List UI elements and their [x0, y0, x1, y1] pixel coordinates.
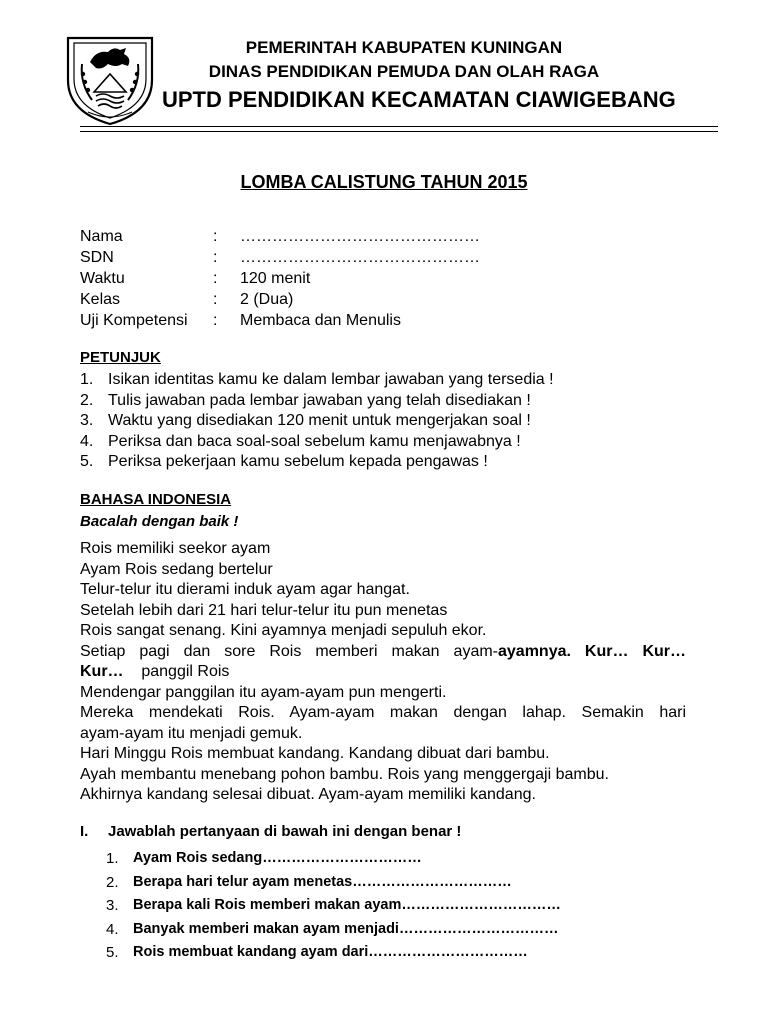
list-number: 3.: [80, 412, 94, 429]
list-number: 4.: [80, 432, 94, 450]
passage-bold-text: Kur…: [80, 663, 124, 680]
passage-text: Setiap pagi dan sore Rois memberi makan ayam-: [80, 642, 498, 660]
passage-line: Setelah lebih dari 21 hari telur-telur itu pun menetas: [80, 601, 448, 619]
question-item: [106, 918, 706, 942]
identity-colon: :: [213, 270, 218, 287]
identity-row-uji-kompetensi: [80, 310, 680, 331]
passage-line: Ayam Rois sedang bertelur: [80, 560, 273, 578]
passage-line: Akhirnya kandang selesai dibuat. Ayam-ayam memiliki kandang.: [80, 786, 536, 803]
identity-value: 120 menit: [240, 270, 311, 287]
bahasa-indonesia-heading: BAHASA INDONESIA: [80, 491, 232, 508]
header-uptd: UPTD PENDIDIKAN KECAMATAN CIAWIGEBANG: [162, 87, 676, 112]
question-number: 3.: [106, 897, 119, 914]
identity-label: Kelas: [80, 291, 121, 308]
identity-label: SDN: [80, 249, 114, 266]
list-number: 5.: [80, 453, 94, 470]
identity-colon: :: [213, 228, 218, 245]
list-number: 2.: [80, 391, 94, 409]
question-number: 5.: [106, 944, 119, 961]
identity-blank: ………………………………………: [240, 228, 480, 245]
identity-blank: ………………………………………: [240, 249, 480, 266]
question-item: [106, 941, 706, 965]
list-item: [80, 432, 700, 453]
list-text: Isikan identitas kamu ke dalam lembar jawaban yang tersedia !: [108, 371, 554, 388]
identity-row-kelas: [80, 289, 680, 310]
passage-line: Rois memiliki seekor ayam: [80, 540, 271, 557]
header-divider-secondary: [80, 131, 718, 132]
header-divider: [80, 126, 718, 127]
question-number: 1.: [106, 850, 119, 867]
identity-colon: :: [213, 291, 218, 308]
passage-line: ayam-ayam itu menjadi gemuk.: [80, 724, 303, 742]
list-text: Tulis jawaban pada lembar jawaban yang telah disediakan !: [108, 391, 531, 409]
passage-line: Mereka mendekati Rois. Ayam-ayam makan dengan lahap. Semakin hari: [80, 704, 686, 721]
petunjuk-heading: PETUNJUK: [80, 349, 161, 366]
section-roman-numeral: I.: [80, 823, 89, 840]
passage-line: [80, 662, 686, 683]
question-text: Rois membuat kandang ayam dari……………………………: [133, 944, 528, 960]
list-text: Periksa pekerjaan kamu sebelum kepada pengawas !: [108, 453, 488, 470]
identity-colon: :: [213, 249, 218, 266]
identity-label: Uji Kompetensi: [80, 312, 188, 329]
question-text: Berapa kali Rois memberi makan ayam……………………………: [133, 897, 561, 913]
passage-bold-text: ayamnya. Kur… Kur…: [498, 642, 686, 660]
identity-row-waktu: [80, 268, 680, 289]
header-department: DINAS PENDIDIKAN PEMUDA DAN OLAH RAGA: [208, 62, 600, 81]
question-text: Ayam Rois sedang……………………………: [133, 850, 422, 866]
question-text: Banyak memberi makan ayam menjadi……………………………: [133, 920, 559, 937]
list-text: Waktu yang disediakan 120 menit untuk mengerjakan soal !: [108, 412, 531, 429]
identity-label: Nama: [80, 228, 123, 245]
passage-line: Rois sangat senang. Kini ayamnya menjadi sepuluh ekor.: [80, 622, 487, 639]
question-item: [106, 847, 706, 871]
list-item: [80, 370, 700, 391]
passage-line: Ayah membantu menebang pohon bambu. Rois yang menggergaji bambu.: [80, 765, 609, 783]
list-number: 1.: [80, 371, 94, 388]
identity-table: [80, 226, 680, 331]
identity-value: 2 (Dua): [240, 291, 294, 308]
list-item: [80, 452, 700, 473]
passage-line: [80, 642, 686, 663]
list-item: [80, 391, 700, 412]
passage-line: Telur-telur itu dierami induk ayam agar hangat.: [80, 581, 410, 598]
list-text: Periksa dan baca soal-soal sebelum kamu menjawabnya !: [108, 432, 521, 450]
identity-row-nama: [80, 226, 680, 247]
reading-instruction: Bacalah dengan baik !: [80, 513, 239, 530]
list-item: [80, 411, 700, 432]
header-government: PEMERINTAH KABUPATEN KUNINGAN: [245, 38, 563, 57]
questions-heading: [80, 823, 461, 840]
petunjuk-list: [80, 370, 700, 473]
passage-line: Mendengar panggilan itu ayam-ayam pun mengerti.: [80, 683, 447, 701]
identity-value: Membaca dan Menulis: [240, 312, 401, 329]
passage-line: Hari Minggu Rois membuat kandang. Kandang dibuat dari bambu.: [80, 745, 550, 762]
passage-text: panggil Rois: [141, 663, 230, 680]
question-text: Berapa hari telur ayam menetas……………………………: [133, 873, 512, 890]
identity-label: Waktu: [80, 270, 125, 287]
question-item: [106, 871, 706, 895]
questions-list: [106, 847, 706, 965]
page-title: LOMBA CALISTUNG TAHUN 2015: [240, 172, 528, 192]
question-number: 4.: [106, 920, 119, 938]
reading-passage: [80, 539, 686, 806]
identity-colon: :: [213, 312, 218, 329]
question-item: [106, 894, 706, 918]
question-number: 2.: [106, 873, 119, 891]
identity-row-sdn: [80, 247, 680, 268]
questions-heading-text: Jawablah pertanyaan di bawah ini dengan benar !: [108, 823, 462, 840]
